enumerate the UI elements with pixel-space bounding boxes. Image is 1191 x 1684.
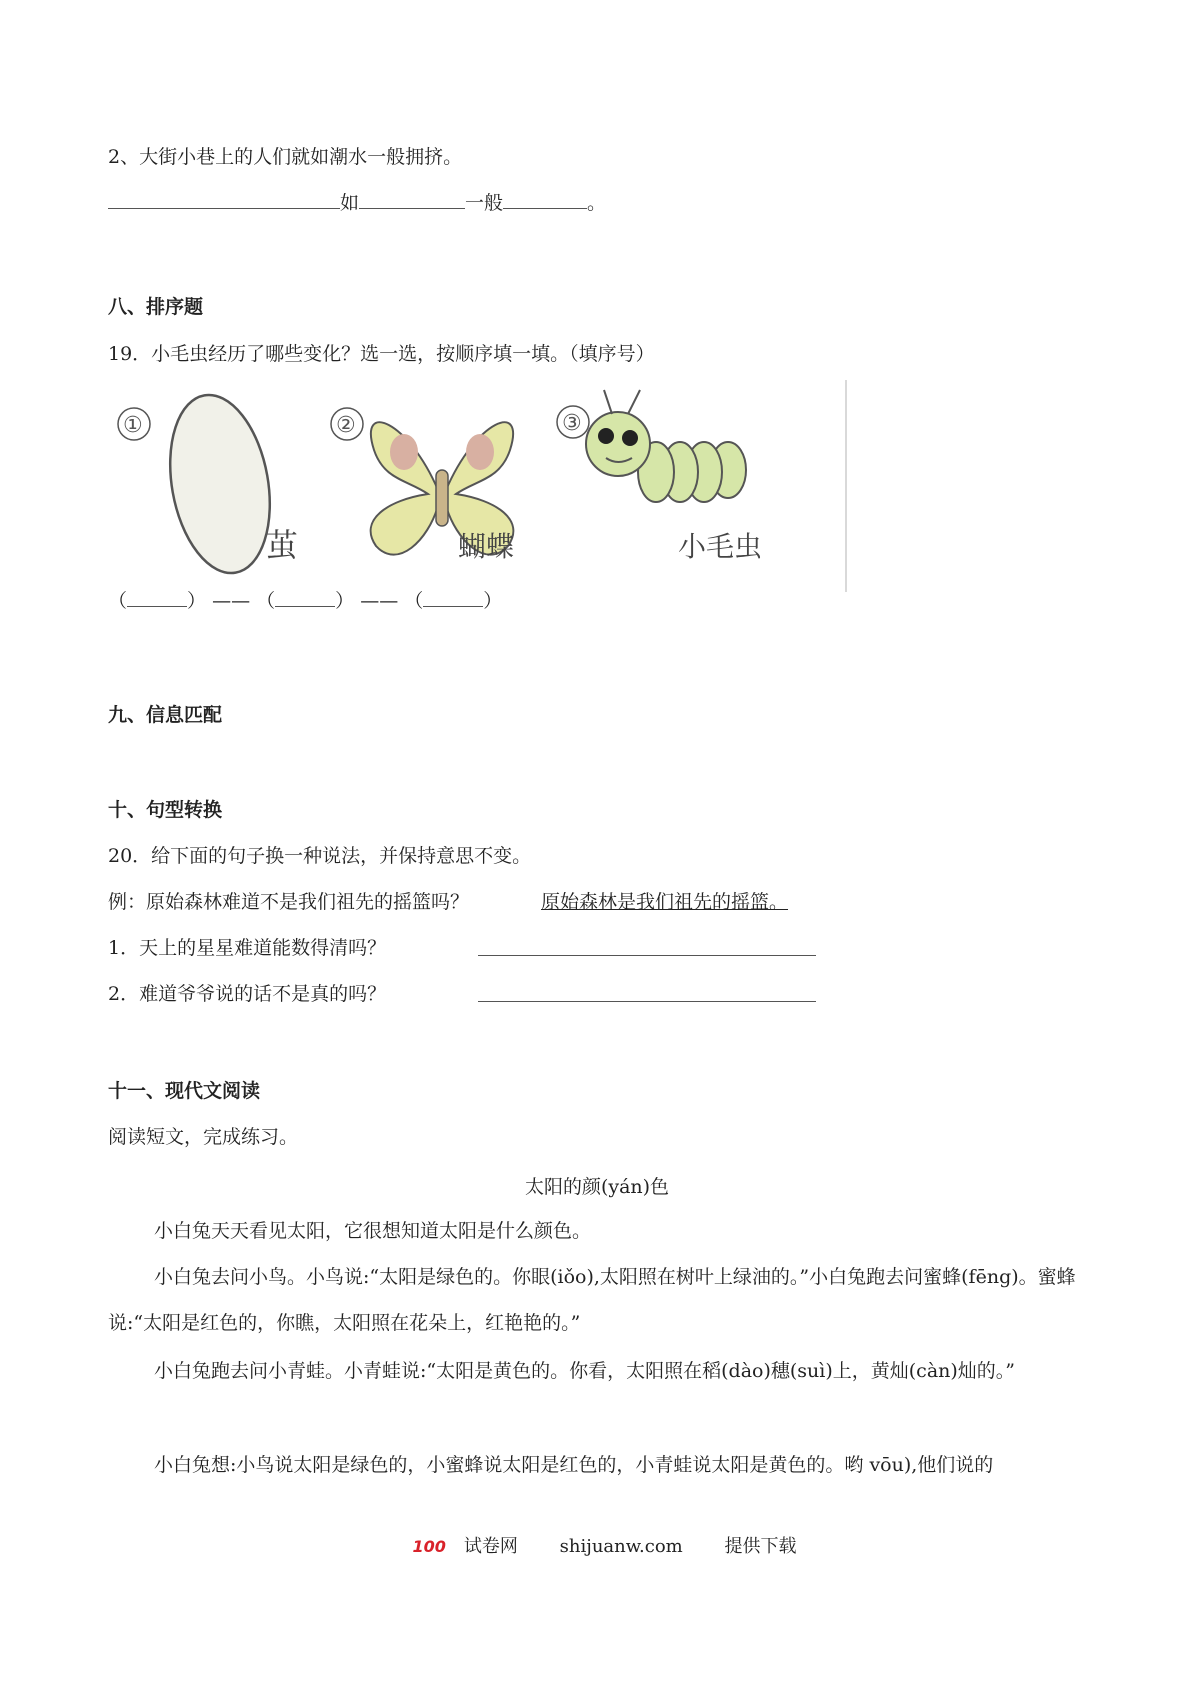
order-blank-1[interactable] (127, 586, 187, 607)
dash-2: —— (360, 590, 399, 612)
label-3: 小毛虫 (678, 530, 763, 563)
q2-fill-line (108, 188, 606, 216)
dash-1: —— (212, 590, 251, 612)
passage-title: 太阳的颜(yán)色 (524, 1176, 670, 1198)
caterpillar-icon (586, 390, 746, 502)
paren-close-1: ） (187, 590, 207, 612)
answer-line-2[interactable] (478, 981, 816, 1009)
paren-open-2: （ (256, 590, 276, 612)
q20-text: 20．给下面的句子换一种说法，并保持意思不变。 (108, 845, 532, 867)
figure-item-2 (331, 408, 514, 563)
section-10-heading: 十、句型转换 (108, 799, 223, 821)
q2-sentence: 2、大街小巷上的人们就如潮水一般拥挤。 (108, 146, 463, 168)
section-8-heading: 八、排序题 (108, 296, 204, 318)
paren-close-2: ） (335, 590, 355, 612)
fill-blank-2[interactable] (359, 188, 465, 209)
reading-intro: 阅读短文，完成练习。 (108, 1126, 299, 1148)
site-url[interactable]: shijuanw.com (559, 1536, 683, 1557)
answer-line-1[interactable] (478, 935, 816, 963)
sentence-2: 2．难道爷爷说的话不是真的吗？ (108, 983, 387, 1005)
fill-word-yiban: 一般 (465, 192, 504, 214)
section-11-heading: 十一、现代文阅读 (108, 1080, 261, 1102)
paragraph-1: 小白兔天天看见太阳，它很想知道太阳是什么颜色。 (154, 1220, 592, 1242)
figure-item-3 (557, 390, 762, 563)
site-name: 试卷网 (463, 1536, 518, 1557)
q19-text: 19．小毛虫经历了哪些变化？选一选，按顺序填一填。（填序号） (108, 343, 655, 365)
paren-open-3: （ (404, 590, 424, 612)
label-1: 茧 (266, 526, 299, 564)
footer-brand (395, 1536, 518, 1557)
example-answer: 原始森林是我们祖先的摇篮。 (541, 891, 789, 913)
footer (0, 1532, 1191, 1558)
order-blank-3[interactable] (423, 586, 483, 607)
paragraph-2: 小白兔去问小鸟。小鸟说:“太阳是绿色的。你眼(iǒo),太阳照在树叶上绿油的。”小白兔跑去问蜜蜂(fēng)。蜜蜂说:“太阳是红色的，你瞧，太阳照在花朵上，红艳艳的。” (108, 1266, 1076, 1334)
paren-close-3: ） (483, 590, 503, 612)
num-3: ③ (562, 411, 582, 436)
num-2: ② (336, 413, 356, 438)
order-line (108, 586, 502, 614)
sentence-1: 1．天上的星星难道能数得清吗？ (108, 937, 387, 959)
cocoon-icon (157, 387, 283, 581)
section-9-heading: 九、信息匹配 (108, 704, 223, 726)
paragraph-3: 小白兔跑去问小青蛙。小青蛙说:“太阳是黄色的。你看，太阳照在稻(dào)穗(suì)上，黄灿(càn)灿的。” (154, 1360, 1016, 1382)
example-question: 例：原始森林难道不是我们祖先的摇篮吗？ (108, 891, 470, 913)
paragraph-4: 小白兔想:小鸟说太阳是绿色的，小蜜蜂说太阳是红色的，小青蛙说太阳是黄色的。哟 vōu),他们说的 (154, 1454, 994, 1476)
figure-item-1 (118, 387, 298, 581)
order-blank-2[interactable] (275, 586, 335, 607)
caterpillar-figure (108, 380, 850, 592)
fill-blank-1[interactable] (108, 188, 340, 209)
paren-open-1: （ (108, 590, 128, 612)
fill-end: 。 (587, 192, 607, 214)
label-2: 蝴蝶 (458, 530, 515, 563)
num-1: ① (123, 413, 143, 438)
fill-blank-3[interactable] (503, 188, 587, 209)
download-note: 提供下载 (724, 1536, 797, 1557)
fill-word-ru: 如 (340, 192, 360, 214)
site-logo: 100 (412, 1537, 446, 1556)
